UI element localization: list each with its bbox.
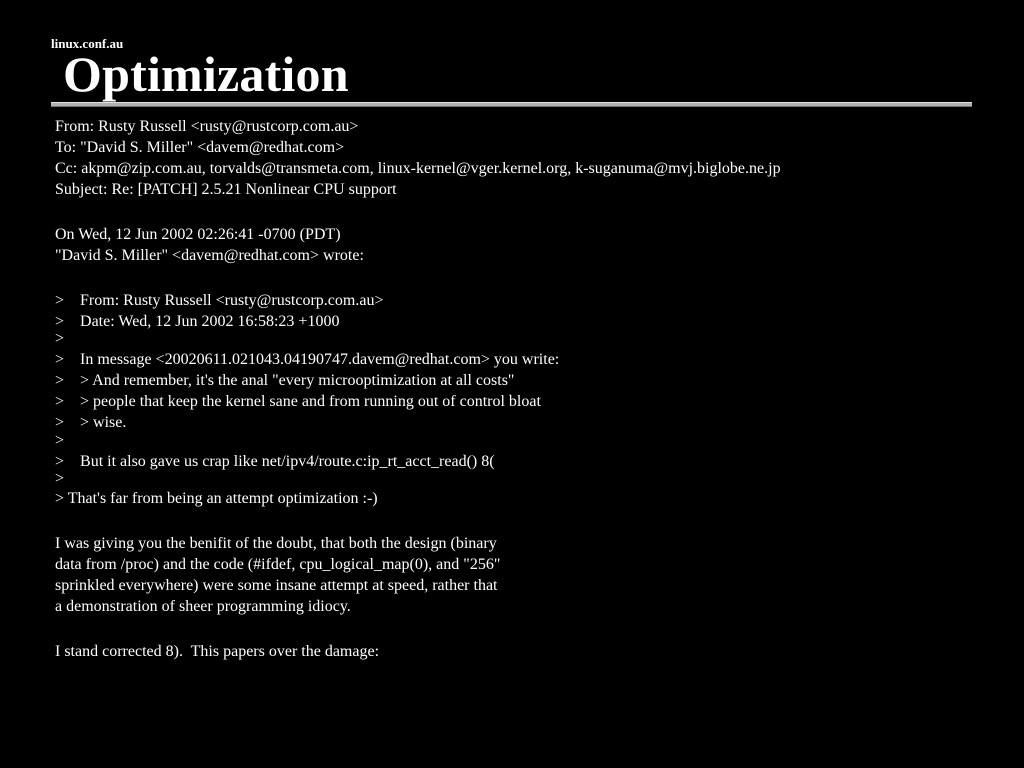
quoted-line: > <box>55 330 65 347</box>
quoted-line: > Date: Wed, 12 Jun 2002 16:58:23 +1000 <box>55 313 340 330</box>
title-divider <box>51 102 972 107</box>
quoted-line: > > people that keep the kernel sane and from running out of control bloat <box>55 393 541 410</box>
closing-line: I stand corrected 8). This papers over the damage: <box>55 643 380 660</box>
email-cc-line: Cc: akpm@zip.com.au, torvalds@transmeta.com, linux-kernel@vger.kernel.org, k-suganuma@mvj.biglobe.ne.jp <box>55 160 781 177</box>
body-line: a demonstration of sheer programming idiocy. <box>55 598 351 615</box>
page-title: Optimization <box>63 46 349 102</box>
email-to-line: To: "David S. Miller" <davem@redhat.com> <box>55 139 345 156</box>
quoted-line: > From: Rusty Russell <rusty@rustcorp.com.au> <box>55 292 384 309</box>
quoted-line: > <box>55 470 65 487</box>
attribution-line: "David S. Miller" <davem@redhat.com> wrote: <box>55 247 364 264</box>
body-line: data from /proc) and the code (#ifdef, cpu_logical_map(0), and "256" <box>55 556 501 573</box>
quoted-line: > In message <20020611.021043.04190747.davem@redhat.com> you write: <box>55 351 560 368</box>
body-line: sprinkled everywhere) were some insane attempt at speed, rather that <box>55 577 498 594</box>
quoted-line: > > And remember, it's the anal "every microoptimization at all costs" <box>55 372 515 389</box>
site-label: linux.conf.au <box>51 36 124 51</box>
quoted-line: > But it also gave us crap like net/ipv4/route.c:ip_rt_acct_read() 8( <box>55 453 495 470</box>
body-line: I was giving you the benifit of the doubt, that both the design (binary <box>55 535 497 552</box>
attribution-line: On Wed, 12 Jun 2002 02:26:41 -0700 (PDT) <box>55 226 341 243</box>
quoted-line: > That's far from being an attempt optimization :-) <box>55 490 378 507</box>
email-subject-line: Subject: Re: [PATCH] 2.5.21 Nonlinear CPU support <box>55 181 397 198</box>
email-from-line: From: Rusty Russell <rusty@rustcorp.com.au> <box>55 118 359 135</box>
quoted-line: > <box>55 432 65 449</box>
quoted-line: > > wise. <box>55 414 127 431</box>
